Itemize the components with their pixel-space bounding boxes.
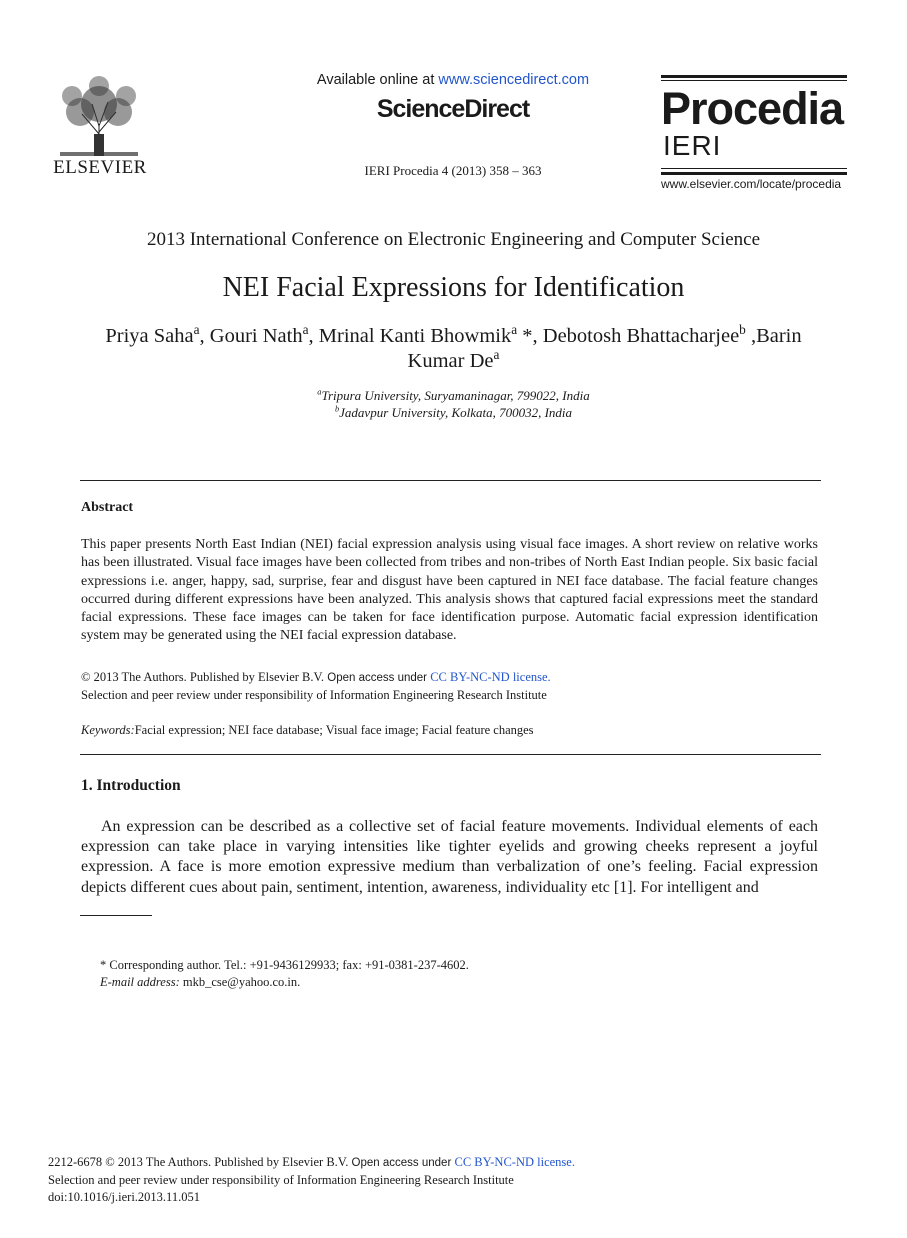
affiliation-mark: a: [317, 386, 322, 397]
author-affiliation-mark: b: [739, 322, 746, 338]
footnote-rule: [80, 915, 152, 916]
procedia-rule-bottom-thin: [661, 168, 847, 169]
peer-review-text: Selection and peer review under responsibility of Information Engineering Research Institute: [48, 1173, 514, 1187]
procedia-url[interactable]: www.elsevier.com/locate/procedia: [661, 177, 842, 191]
procedia-journal-abbrev: IERI: [663, 130, 722, 161]
author-affiliation-mark: a: [302, 322, 309, 338]
footnote: [100, 957, 820, 991]
journal-reference: IERI Procedia 4 (2013) 358 – 363: [364, 163, 542, 178]
author: Barin Kumar De: [407, 325, 802, 372]
keywords-text: Facial expression; NEI face database; Visual face image; Facial feature changes: [134, 723, 534, 737]
author-affiliation-mark: a: [193, 322, 200, 338]
author: Debotosh Bhattacharjee: [542, 325, 740, 347]
divider: [80, 754, 821, 755]
author-list: [75, 324, 832, 374]
available-prefix: Available online at: [316, 72, 439, 88]
procedia-rule-bottom: [661, 172, 847, 175]
keywords: [81, 723, 818, 738]
copyright-notice: [81, 669, 818, 704]
sciencedirect-wordmark: ScienceDirect: [376, 95, 530, 123]
procedia-rule-top: [661, 75, 847, 78]
author-affiliation-mark: a: [511, 322, 518, 338]
copyright-text: © 2013 The Authors. Published by Elsevier B.V.: [81, 670, 325, 684]
bottom-publication-info: [48, 1154, 808, 1206]
peer-review-text: Selection and peer review under responsibility of Information Engineering Research Institute: [81, 688, 547, 702]
email-label: E-mail address:: [100, 975, 180, 989]
available-online-line: [200, 72, 706, 88]
open-access-text: Open access under: [324, 672, 431, 684]
divider: [80, 480, 821, 481]
author-separator: ,: [308, 325, 319, 347]
corresponding-author: * Corresponding author. Tel.: +91-9436129933; fax: +91-0381-237-4602.: [100, 958, 469, 972]
elsevier-wordmark: ELSEVIER: [53, 157, 147, 178]
affiliation-text: Tripura University, Suryamaninagar, 799022, India: [321, 388, 590, 403]
license-link[interactable]: CC BY-NC-ND license.: [454, 1155, 575, 1169]
section-heading: 1. Introduction: [81, 777, 181, 794]
section-body: An expression can be described as a collective set of facial feature movements. Individual elements of each expression can take place in varying intensities like tighter eyelids and growing cheeks represent a joyful expression. A face is more emotion expressive medium than verbalization of one’s feeling. Facial expression depicts different cues about pain, sentiment, intention, awareness, individuality etc [1]. For intelligent and: [81, 818, 818, 896]
author: Mrinal Kanti Bhowmik: [318, 325, 512, 347]
procedia-rule-top-thin: [661, 80, 847, 81]
abstract-body: This paper presents North East Indian (NEI) facial expression analysis using visual face images. A short review on relative works has been illustrated. Visual face images have been collected from tribes and non-tribes of North East Indian people. Six basic facial expressions i.e. anger, happy, sad, surprise, fear and disgust have been captured in NEI face database. The facial feature changes occurred during different expressions have been analyzed. This analysis shows that captured facial expressions meet the standard facial expressions. These face images can be taken for face identification purpose. Automatic facial expression identification system may be generated using the NEI facial expression database.: [81, 537, 818, 644]
sciencedirect-link[interactable]: www.sciencedirect.com: [438, 72, 590, 88]
author-separator: *,: [517, 325, 543, 347]
affiliation: [200, 388, 707, 404]
affiliation-mark: b: [334, 403, 340, 414]
procedia-wordmark: Procedia: [661, 83, 844, 134]
keywords-label: Keywords:: [81, 723, 135, 737]
email-address[interactable]: mkb_cse@yahoo.co.in.: [179, 975, 301, 989]
author-separator: ,: [199, 325, 210, 347]
author: Gouri Nath: [209, 325, 303, 347]
paper-title: NEI Facial Expressions for Identification: [222, 272, 685, 303]
open-access-text: Open access under: [348, 1157, 455, 1169]
author: Priya Saha: [105, 325, 194, 347]
author-separator: ,: [745, 325, 757, 347]
issn-copyright: 2212-6678 © 2013 The Authors. Published by Elsevier B.V.: [48, 1155, 349, 1169]
affiliation: [200, 405, 707, 421]
author-affiliation-mark: a: [493, 347, 500, 363]
affiliation-text: Jadavpur University, Kolkata, 700032, India: [339, 405, 573, 420]
license-link[interactable]: CC BY-NC-ND license.: [430, 670, 551, 684]
doi[interactable]: doi:10.1016/j.ieri.2013.11.051: [48, 1190, 200, 1204]
conference-name: 2013 International Conference on Electronic Engineering and Computer Science: [146, 229, 761, 250]
abstract-heading: Abstract: [81, 500, 134, 515]
